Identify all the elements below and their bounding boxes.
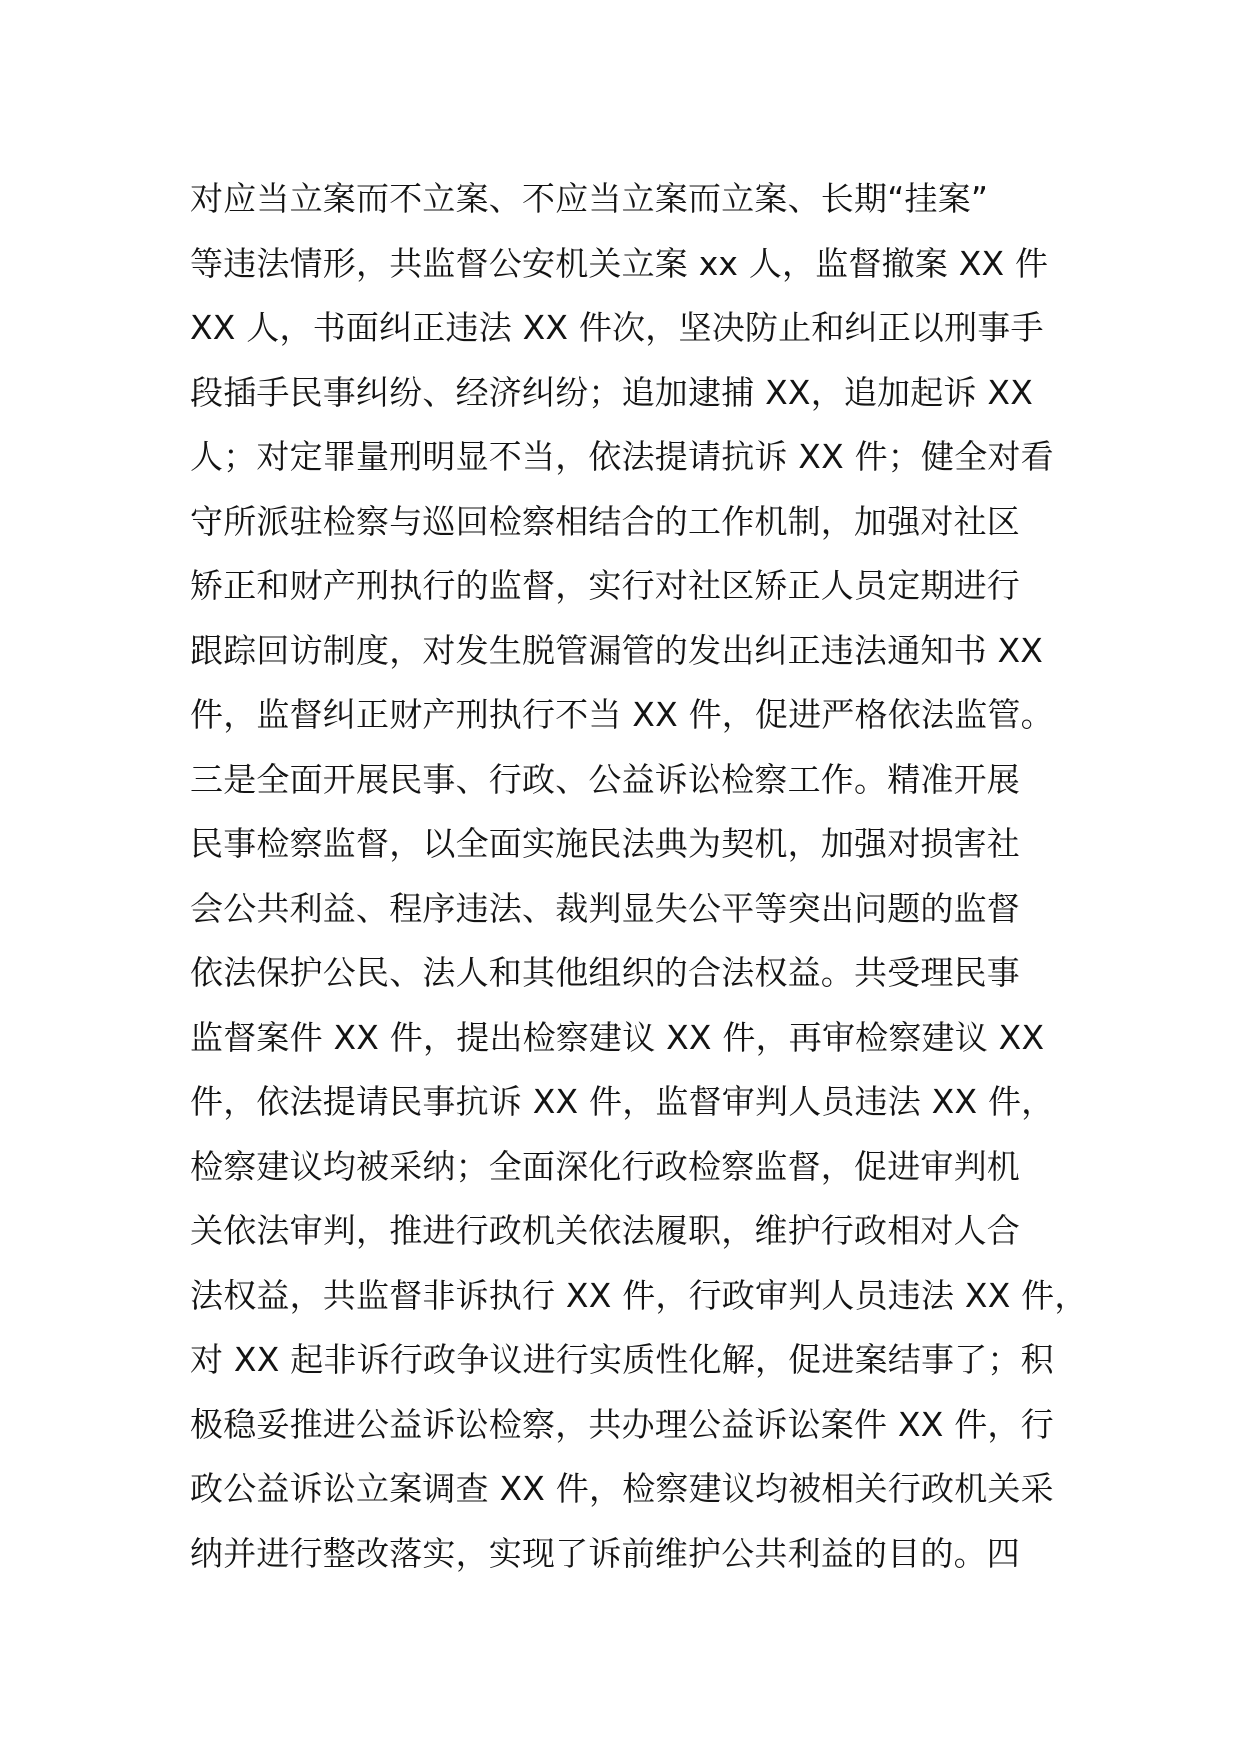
text-line: XX 人，书面纠正违法 XX 件次，坚决防止和纠正以刑事手 xyxy=(190,308,1044,347)
text-line: 对应当立案而不立案、不应当立案而立案、长期“挂案” xyxy=(190,179,989,218)
text-line: 对 XX 起非诉行政争议进行实质性化解，促进案结事了；积 xyxy=(190,1340,1054,1379)
text-line: 民事检察监督，以全面实施民法典为契机，加强对损害社 xyxy=(190,824,1020,863)
text-line: 矫正和财产刑执行的监督，实行对社区矫正人员定期进行 xyxy=(190,566,1020,605)
text-line: 政公益诉讼立案调查 XX 件，检察建议均被相关行政机关采 xyxy=(190,1469,1054,1508)
text-line: 法权益，共监督非诉执行 XX 件，行政审判人员违法 XX 件， xyxy=(190,1275,1088,1315)
body-text xyxy=(190,167,1090,1586)
text-line: 关依法审判，推进行政机关依法履职，维护行政相对人合 xyxy=(190,1211,1020,1250)
text-line: 件，监督纠正财产刑执行不当 XX 件，促进严格依法监管。 xyxy=(190,695,1054,734)
text-line: 依法保护公民、法人和其他组织的合法权益。共受理民事 xyxy=(190,953,1020,992)
text-line: 检察建议均被采纳；全面深化行政检察监督，促进审判机 xyxy=(190,1146,1020,1186)
text-line: 跟踪回访制度，对发生脱管漏管的发出纠正违法通知书 XX xyxy=(190,630,1044,670)
text-line: 等违法情形，共监督公安机关立案 xx 人，监督撤案 XX 件 xyxy=(190,243,1049,283)
text-line: 监督案件 XX 件，提出检察建议 XX 件，再审检察建议 XX xyxy=(190,1017,1045,1057)
text-line: 件，依法提请民事抗诉 XX 件，监督审判人员违法 XX 件， xyxy=(190,1082,1055,1121)
text-line: 会公共利益、程序违法、裁判显失公平等突出问题的监督 xyxy=(190,888,1020,928)
text-line: 纳并进行整改落实，实现了诉前维护公共利益的目的。四 xyxy=(190,1533,1020,1573)
text-line: 段插手民事纠纷、经济纠纷；追加逮捕 XX，追加起诉 XX xyxy=(190,372,1034,412)
text-line: 极稳妥推进公益诉讼检察，共办理公益诉讼案件 XX 件，行 xyxy=(190,1404,1054,1444)
text-line: 守所派驻检察与巡回检察相结合的工作机制，加强对社区 xyxy=(190,501,1020,541)
text-line: 人；对定罪量刑明显不当，依法提请抗诉 XX 件；健全对看 xyxy=(190,437,1054,476)
text-line: 三是全面开展民事、行政、公益诉讼检察工作。精准开展 xyxy=(190,759,1020,799)
